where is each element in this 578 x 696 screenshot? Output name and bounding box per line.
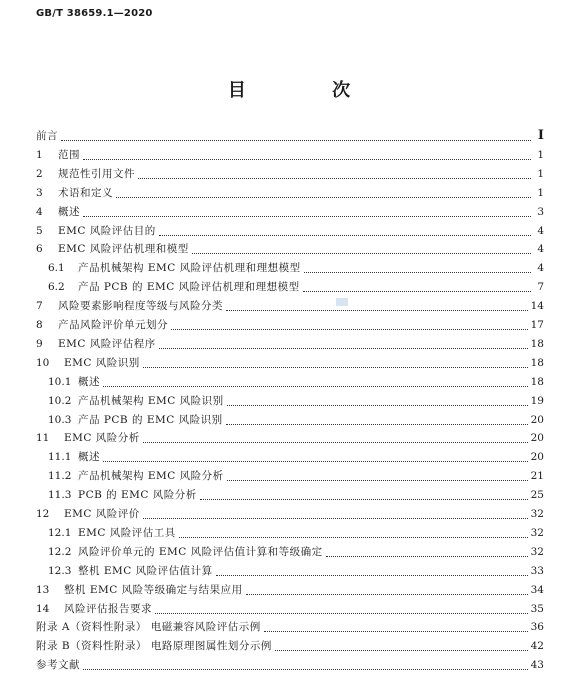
dot-leader (226, 300, 528, 311)
toc-entry-number: 12.1 (48, 526, 72, 539)
dot-leader (304, 262, 531, 273)
toc-entry[interactable] (36, 635, 544, 653)
toc-entry-page: 3 (537, 205, 544, 218)
toc-entry-page: 34 (530, 583, 544, 596)
toc-entry[interactable] (36, 182, 544, 200)
toc-subentry[interactable] (48, 541, 544, 559)
toc-entry-title: 产品 PCB 的 EMC 风险识别 (78, 413, 223, 426)
dot-leader (143, 508, 528, 519)
toc-entry[interactable] (36, 125, 544, 143)
toc-entry[interactable] (36, 654, 544, 672)
watermark-mark (336, 298, 348, 306)
toc-entry-page: 21 (530, 470, 544, 483)
toc-entry-number: 9 (36, 337, 43, 350)
toc-entry-title: 附录 B（资料性附录） 电路原理图属性划分示例 (36, 640, 272, 653)
toc-entry-page: 35 (530, 602, 544, 615)
toc-entry-title: PCB 的 EMC 风险分析 (78, 489, 197, 502)
toc-entry-title: EMC 风险评估工具 (78, 526, 176, 539)
toc-entry-number: 10.2 (48, 394, 72, 407)
toc-entry-page: 36 (530, 621, 544, 634)
toc-entry-title: EMC 风险评价 (64, 508, 140, 520)
toc-subentry[interactable] (48, 409, 544, 427)
toc-entry-page: 19 (530, 394, 544, 407)
toc-subentry[interactable] (48, 560, 544, 578)
dot-leader (61, 130, 531, 141)
toc-entry[interactable] (36, 220, 544, 238)
toc-entry-number: 12 (36, 508, 50, 520)
toc-entry-page: 4 (537, 224, 544, 237)
toc-entry[interactable] (36, 503, 544, 521)
toc-entry-title: 产品机械架构 EMC 风险分析 (78, 470, 224, 483)
toc-entry-title: 整机 EMC 风险评估值计算 (78, 564, 213, 577)
dot-leader (83, 659, 528, 670)
toc-entry-number: 4 (36, 205, 43, 218)
toc-entry-page: 20 (530, 451, 544, 464)
toc-entry-title: 前言 (36, 130, 58, 142)
toc-entry-number: 6.1 (48, 262, 65, 275)
toc-entry-number: 11 (36, 432, 50, 445)
toc-entry-page: 32 (530, 508, 544, 520)
toc-entry-title: 风险评估报告要求 (64, 602, 152, 615)
toc-entry-number: 12.3 (48, 564, 72, 577)
toc-subentry[interactable] (48, 484, 544, 502)
dot-leader (264, 621, 528, 632)
toc-entry-title: EMC 风险识别 (64, 356, 140, 369)
dot-leader (227, 470, 528, 481)
toc-entry-page: 7 (537, 281, 544, 294)
toc-entry-number: 6.2 (48, 281, 65, 294)
toc-entry-number: 14 (36, 602, 50, 615)
toc-entry-title: EMC 风险分析 (64, 432, 140, 445)
dot-leader (171, 319, 528, 330)
toc-entry-title: 整机 EMC 风险等级确定与结果应用 (64, 583, 243, 596)
toc-entry-title: 产品机械架构 EMC 风险识别 (78, 394, 224, 407)
dot-leader (143, 432, 528, 443)
toc-entry[interactable] (36, 295, 544, 313)
toc-entry-number: 5 (36, 224, 43, 237)
dot-leader (143, 357, 528, 368)
dot-leader (216, 565, 528, 576)
toc-entry-number: 7 (36, 300, 43, 313)
dot-leader (83, 149, 531, 160)
toc-entry-title: 产品 PCB 的 EMC 风险评估机理和理想模型 (78, 281, 300, 294)
toc-entry-page: 20 (530, 413, 544, 426)
page-title: 目 次 (227, 80, 391, 101)
toc-entry-page: 1 (537, 167, 544, 180)
toc-entry[interactable] (36, 579, 544, 597)
toc-subentry[interactable] (48, 522, 544, 540)
toc-entry-page: 25 (530, 489, 544, 502)
toc-entry[interactable] (36, 163, 544, 181)
toc-entry-title: EMC 风险评估目的 (58, 224, 156, 237)
toc-entry-page: 14 (530, 300, 544, 313)
toc-entry-page: 43 (530, 659, 544, 672)
dot-leader (103, 451, 528, 462)
toc-entry-title: 产品机械架构 EMC 风险评估机理和理想模型 (78, 262, 301, 275)
toc-entry-number: 8 (36, 319, 43, 331)
toc-entry-number: 10.1 (48, 375, 72, 388)
toc-entry-title: 概述 (78, 375, 100, 388)
dot-leader (200, 489, 528, 500)
toc-subentry[interactable] (48, 390, 544, 408)
toc-entry-page: 1 (537, 148, 544, 161)
toc-subentry[interactable] (48, 446, 544, 464)
toc-entry-title: 术语和定义 (58, 186, 113, 199)
toc-entry-page: 1 (537, 186, 544, 199)
dot-leader (116, 187, 531, 198)
toc-entry-number: 12.2 (48, 545, 72, 558)
toc-entry-title: EMC 风险评估机理和模型 (58, 243, 189, 256)
toc-subentry[interactable] (48, 257, 544, 275)
toc-entry-number: 10 (36, 356, 50, 369)
dot-leader (159, 225, 531, 236)
dot-leader (192, 243, 531, 254)
toc-entry-number: 1 (36, 148, 43, 161)
toc-entry-number: 13 (36, 583, 50, 596)
toc-subentry[interactable] (48, 371, 544, 389)
toc-entry-page: 18 (530, 375, 544, 388)
toc-entry-page: 17 (530, 319, 544, 331)
toc-entry[interactable] (36, 352, 544, 370)
toc-entry-page: 18 (530, 337, 544, 350)
toc-subentry[interactable] (48, 276, 544, 294)
toc-entry-page: Ⅰ (537, 128, 544, 143)
toc-entry-title: 概述 (58, 205, 80, 218)
toc-entry[interactable] (36, 238, 544, 256)
toc-entry[interactable] (36, 144, 544, 162)
toc-entry-page: 32 (530, 545, 544, 558)
dot-leader (246, 584, 528, 595)
toc-entry-number: 6 (36, 243, 43, 256)
dot-leader (226, 414, 528, 425)
dot-leader (159, 338, 528, 349)
toc-entry-page: 32 (530, 526, 544, 539)
dot-leader (155, 603, 528, 614)
dot-leader (227, 395, 528, 406)
toc-entry-title: 概述 (78, 451, 100, 464)
toc-entry-title: 风险评价单元的 EMC 风险评估值计算和等级确定 (78, 545, 323, 558)
dot-leader (179, 527, 528, 538)
toc-entry-title: 规范性引用文件 (58, 167, 135, 180)
dot-leader (275, 640, 528, 651)
toc-entry-number: 2 (36, 167, 43, 180)
toc-entry-page: 20 (530, 432, 544, 445)
toc-entry-title: 产品风险评价单元划分 (58, 319, 168, 331)
toc-entry-page: 42 (530, 640, 544, 653)
toc-entry-page: 4 (537, 262, 544, 275)
dot-leader (103, 376, 528, 387)
toc-entry-page: 4 (537, 243, 544, 256)
toc-entry-title: EMC 风险评估程序 (58, 337, 156, 350)
toc-entry[interactable] (36, 427, 544, 445)
toc-entry[interactable] (36, 616, 544, 634)
dot-leader (326, 546, 528, 557)
toc-entry-title: 附录 A（资料性附录） 电磁兼容风险评估示例 (36, 621, 261, 634)
toc-entry-title: 参考文献 (36, 659, 80, 672)
toc-entry-title: 风险要素影响程度等级与风险分类 (58, 300, 223, 313)
toc-entry-number: 11.1 (48, 451, 72, 464)
toc-entry-number: 10.3 (48, 413, 72, 426)
dot-leader (83, 206, 531, 217)
toc-entry[interactable] (36, 598, 544, 616)
toc-entry[interactable] (36, 333, 544, 351)
dot-leader (138, 168, 531, 179)
toc-entry[interactable] (36, 314, 544, 332)
toc-entry-number: 11.3 (48, 489, 72, 502)
toc-entry-page: 18 (530, 356, 544, 369)
toc-entry-title: 范围 (58, 148, 80, 161)
toc-entry[interactable] (36, 201, 544, 219)
toc-entry-page: 33 (530, 564, 544, 577)
standard-code: GB/T 38659.1—2020 (36, 8, 153, 19)
toc-entry-number: 11.2 (48, 470, 72, 483)
toc-entry-number: 3 (36, 186, 43, 199)
toc-subentry[interactable] (48, 465, 544, 483)
dot-leader (303, 281, 531, 292)
